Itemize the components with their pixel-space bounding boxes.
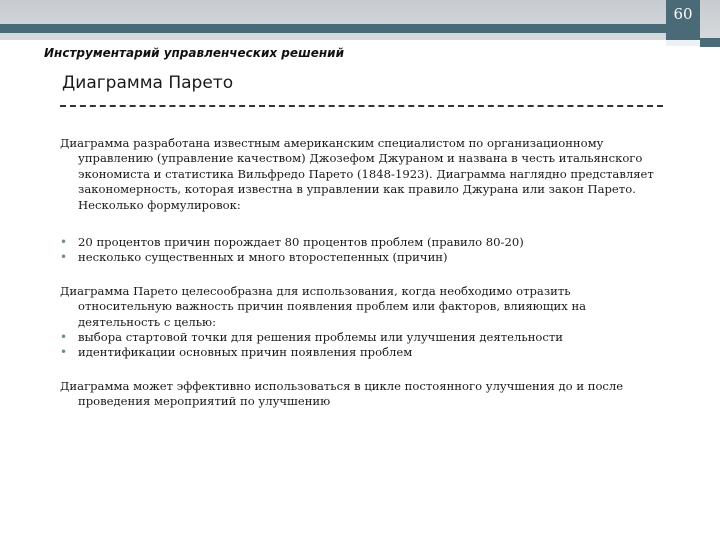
paragraph-usage: Диаграмма Парето целесообразна для использования, когда необходимо отразить относительную важность причин появления проблем или факторов, влияющих на деятельность с целью: [60, 283, 587, 329]
accent-bar [0, 24, 666, 33]
bullet-icon: • [60, 345, 68, 360]
list-item-text: выбора стартовой точки для решения проблемы или улучшения деятельности [78, 330, 564, 345]
slide-title: Диаграмма Парето [62, 73, 234, 93]
list-item-text: идентификации основных причин появления проблем [78, 345, 413, 360]
top-band [0, 0, 720, 40]
paragraph-cycle: Диаграмма может эффективно использоваться в цикле постоянного улучшения до и после проведения мероприятий по улучшению [60, 378, 624, 409]
spacer [60, 266, 660, 284]
spacer [60, 361, 660, 379]
list-item [60, 345, 660, 360]
list-item-text: несколько существенных и много второстепенных (причин) [78, 250, 448, 265]
list-item [60, 235, 660, 250]
page-number: 60 [673, 5, 693, 23]
bullet-list-goals [60, 330, 660, 361]
bullet-icon: • [60, 235, 68, 250]
title-divider [60, 105, 663, 107]
list-item [60, 330, 660, 345]
accent-bar-right [700, 38, 720, 47]
list-item [60, 250, 660, 265]
spacer [60, 213, 660, 235]
list-item-text: 20 процентов причин порождает 80 процентов проблем (правило 80-20) [78, 235, 524, 250]
bullet-icon: • [60, 250, 68, 265]
bullet-list-rules [60, 235, 660, 266]
bullet-icon: • [60, 330, 68, 345]
slide-content [60, 136, 660, 410]
header-title: Инструментарий управленческих решений [44, 46, 344, 60]
paragraph-intro: Диаграмма разработана известным американским специалистом по организационному управлению (управление качеством) Джозефом Джураном и названа в честь итальянского экономиста и статистика Вильфредо Парето (1848-1923). Диаграмма наглядно представляет закономерность, которая известна в управлении как правило Джурана или закон Парето. Несколько формулировок: [60, 136, 654, 212]
